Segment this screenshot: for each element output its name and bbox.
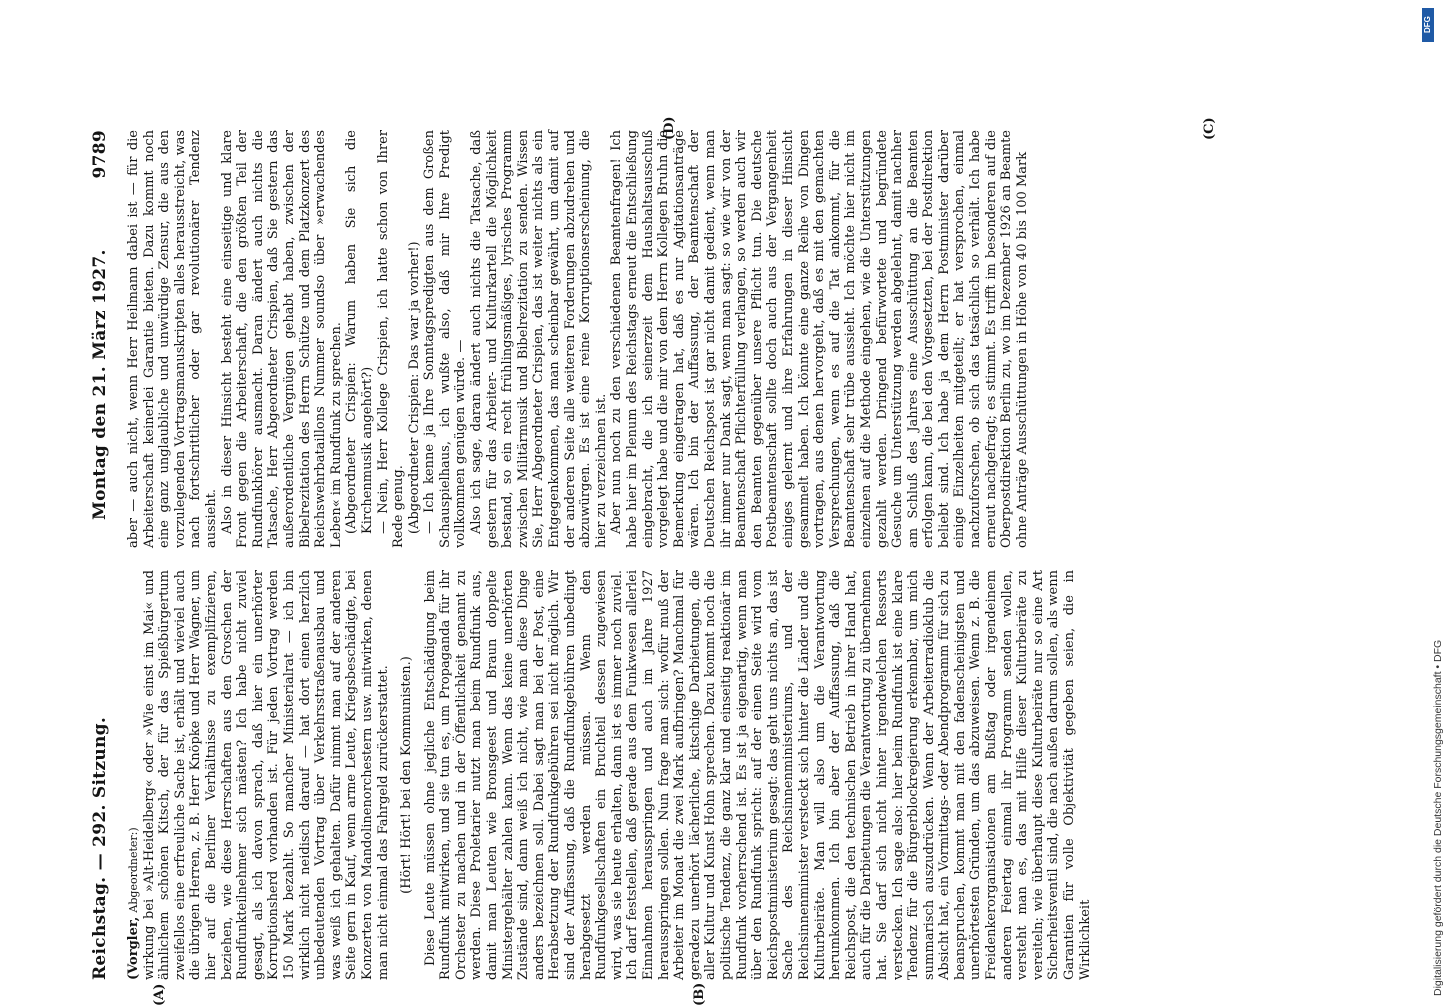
paragraph: aber — auch nicht, wenn Herr Heilmann dabei ist — für die Arbeiterschaft keinerlei Garantie bieten. Dazu kommt noch eine ganz unglaubliche und unwürdige Zensur, die aus den vorzulegenden Vortragsmanuskripten alles herausstreicht, was nach fortschrittlicher oder gar revolutionärer Tendenz aussieht. xyxy=(126,130,219,548)
header-session: Reichstag. — 292. Sitzung. xyxy=(90,716,110,980)
paragraph: Diese Leute müssen ohne jegliche Entschädigung beim Rundfunk mitwirken, und sie tun es, um Propaganda für ihr Orchester zu machen und in der Öffentlichkeit genannt zu werden. Diese Proletarier nutzt man beim Rundfunk aus, damit man Leuten wie Bronsgeest und Braun doppelte Ministergehälter zahlen kann. Wenn das keine unerhörten Zustände sind, dann weiß ich nicht, wie man diese Dinge anders bezeichnen soll. Dabei sagt man bei der Post, eine Herabsetzung der Rundfunkgebühren sei nicht möglich. Wir sind der Auffassung, daß die Rundfunkgebühren unbedingt herabgesetzt werden müssen. Wenn den Rundfunkgesellschaften ein Bruchteil dessen zugewiesen wird, was sie heute erhalten, dann ist es immer noch zuviel. Ich darf feststellen, daß gerade aus dem Funkwesen allerlei Einnahmen herausspringen und auch im Jahre 1927 herausspringen sollen. Nun frage man sich: wofür muß der Arbeiter im Monat die zwei Mark aufbringen? Manchmal für geradezu unerhört lächerliche, kitschige Darbietungen, die aller Kultur und Kunst Hohn sprechen. Dazu kommt noch die politische Tendenz, die ganz klar und einseitig reaktionär im Rundfunk vorherrschend ist. Es ist ja eigenartig, wenn man über den Rundfunk spricht: auf der einen Seite wird vom Reichspostministerium gesagt: das geht uns nichts an, das ist Sache des Reichsinnenministeriums, und der Reichsinnenminister versteckt sich hinter die Länder und die Kulturbeiräte. Man will also um die Verantwortung herumkommen. Ich bin aber der Auffassung, daß die Reichspost, die den technischen Betrieb in ihrer Hand hat, auch für die Darbietungen die Verantwortung zu übernehmen hat. Sie darf sich nicht hinter irgendwelchen Ressorts verstecken. Ich sage also: hier beim Rundfunk ist eine klare Tendenz für die Bürgerblockregierung erkennbar, um mich summarisch auszudrücken. Wenn der Arbeiterradioklub die Absicht hat, ein Vormittags- oder Abendprogramm für sich zu beanspruchen, kommt man mit den fadenscheinigsten und unerhörtesten Gründen, um das abzuweisen. Wenn z. B. die Freidenkerorganisationen am Bußtag oder irgendeinem anderen Feiertag einmal ihr Programm senden wollen, versteht man es, das mit Hilfe dieser Kulturbeiräte zu vereiteln; wie überhaupt diese Kulturbeiräte nur so eine Art Sicherheitsventil sind, die nach außen darum sollen, als wenn Garantien für volle Objektivität gegeben seien, die in Wirklichkeit xyxy=(422,570,1093,980)
margin-marker-c: (C) xyxy=(1202,117,1217,140)
interjection: (Hört! Hört! bei den Kommunisten.) xyxy=(399,656,415,894)
margin-marker-b: (B) xyxy=(692,982,707,1006)
interjection: (Abgeordneter Crispien: Warum haben Sie sich die Kirchenmusik angehört?) xyxy=(344,130,375,534)
header-date: Montag den 21. März 1927. xyxy=(90,249,110,520)
text-column-left xyxy=(126,570,1093,980)
header-page-number: 9789 xyxy=(90,130,110,179)
digitization-credit: Digitalisierung gefördert durch die Deutsche Forschungsgemeinschaft • DFG xyxy=(1432,639,1444,996)
text-column-right xyxy=(126,130,1030,548)
interjection: (Abgeordneter Crispien: Das war ja vorher!) xyxy=(406,241,422,534)
margin-marker-d: (D) xyxy=(662,116,677,140)
page-header xyxy=(90,130,112,980)
paragraph: — Ich kenne ja Ihre Sonntagspredigten aus dem Großen Schauspielhaus, ich wußte also, daß mir Ihre Predigt vollkommen genügen würde. — xyxy=(422,130,469,548)
speaker-role: Abgeordneter:) xyxy=(127,827,140,913)
rotated-document-page xyxy=(82,110,1342,1006)
paragraph: — Nein, Herr Kollege Crispien, ich hatte schon von Ihrer Rede genug. xyxy=(375,130,407,548)
speaker-line xyxy=(126,570,142,980)
paragraph: Aber nun noch zu den verschiedenen Beamtenfragen! Ich habe hier im Plenum des Reichstags erneut die Entschließung eingebracht, die ich seinerzeit dem Haushaltsausschuß vorgelegt habe und die mir von dem Herrn Kollegen Bruhn die Bemerkung eingetragen hat, daß es nur Agitationsanträge wären. Ich bin der Auffassung, der Beamtenschaft der Deutschen Reichspost ist gar nicht damit gedient, wenn man ihr immer nur Dank sagt, wenn man sagt: so wie wir von der Beamtenschaft Pflichterfüllung verlangen, so werden auch wir den Beamten gegenüber unsere Pflicht tun. Die deutsche Postbeamtenschaft sollte doch auch aus der Vergangenheit einiges gelernt und ihre Erfahrungen in dieser Hinsicht gesammelt haben. Ich könnte eine ganze Reihe von Dingen vortragen, aus denen hervorgeht, daß es mit den gemachten Versprechungen, wenn es auf die Tat ankommt, für die Beamtenschaft sehr trübe aussieht. Ich möchte hier nicht im einzelnen auf die Methode eingehen, wie die Unterstützungen gezahlt werden. Dringend befürwortete und begründete Gesuche um Unterstützung werden abgelehnt, damit nachher am Schluß des Jahres eine Ausschüttung an die Beamten erfolgen kann, die bei den Vorgesetzten, bei der Postdirektion beliebt sind. Ich habe ja dem Herrn Postminister darüber einige Einzelheiten mitgeteilt; er hat versprochen, einmal nachzuforschen, ob sich das tatsächlich so verhält. Ich habe erneut nachgefragt; es stimmt. Es trifft im besonderen auf die Oberpostdirektion Berlin zu, wo im Dezember 1926 an Beamte ohne Anträge Ausschüttungen in Höhe von 40 bis 100 Mark xyxy=(609,130,1030,548)
paragraph: Also ich sage, daran ändert auch nichts die Tatsache, daß gestern für das Arbeiter- und Kulturkartell die Möglichkeit bestand, so ein recht frühlingsmäßiges, lyrisches Programm zwischen Militärmusik und Bibelrezitation zu senden. Wissen Sie, Herr Abgeordneter Crispien, das ist weiter nichts als ein Entgegenkommen, das man scheinbar gewährt, um damit auf der anderen Seite alle weiteren Forderungen abzudrehen und abzuwürgen. Es ist eine reine Korruptionserscheinung, die hier zu verzeichnen ist. xyxy=(469,130,609,548)
speaker-name: (Vorgler, xyxy=(126,916,141,980)
dfg-logo-badge: DFG xyxy=(1422,8,1434,42)
paragraph: Also in dieser Hinsicht besteht eine einseitige und klare Front gegen die Arbeiterschaft, die den größten Teil der Rundfunkhörer ausmacht. Daran ändert auch nichts die Tatsache, Herr Abgeordneter Crispien, daß Sie gestern das außerordentliche Vergnügen gehabt haben, zwischen der Bibelrezitation des Herrn Schütze und dem Platzkonzert des Reichswehrbataillons Nummer soundso über »erwachendes Leben« im Rundfunk zu sprechen. xyxy=(219,130,344,548)
paragraph: wirkung bei »Alt-Heidelberg« oder »Wie einst im Mai« und ähnlichem schönen Kitsch, der für das Spießbürgertum zweifellos eine erfreuliche Sache ist, erhält und wieviel auch die übrigen Herren, z. B. Herr Knöpke und Herr Wagner, um hier auf die Berliner Verhältnisse zu exemplifizieren, beziehen, wie diese Herrschaften aus den Groschen der Rundfunkteilnehmer sich mästen? Ich habe nicht zuviel gesagt, als ich davon sprach, daß hier ein unerhörter Korruptionsherd vorhanden ist. Für jeden Vortrag werden 150 Mark bezahlt. So mancher Ministerialrat — ich bin wirklich nicht neidisch darauf — hat dort einen herzlich unbedeutenden Vortrag über Verkehrsstraßenausbau und was weiß ich gehalten. Dafür nimmt man auf der anderen Seite gern in Kauf, wenn arme Leute, Kriegsbeschädigte, bei Konzerten von Mandolinenorchestern usw. mitwirken, denen man nicht einmal das Fahrgeld zurückerstattet. xyxy=(141,570,391,980)
margin-marker-a: (A) xyxy=(152,983,167,1006)
